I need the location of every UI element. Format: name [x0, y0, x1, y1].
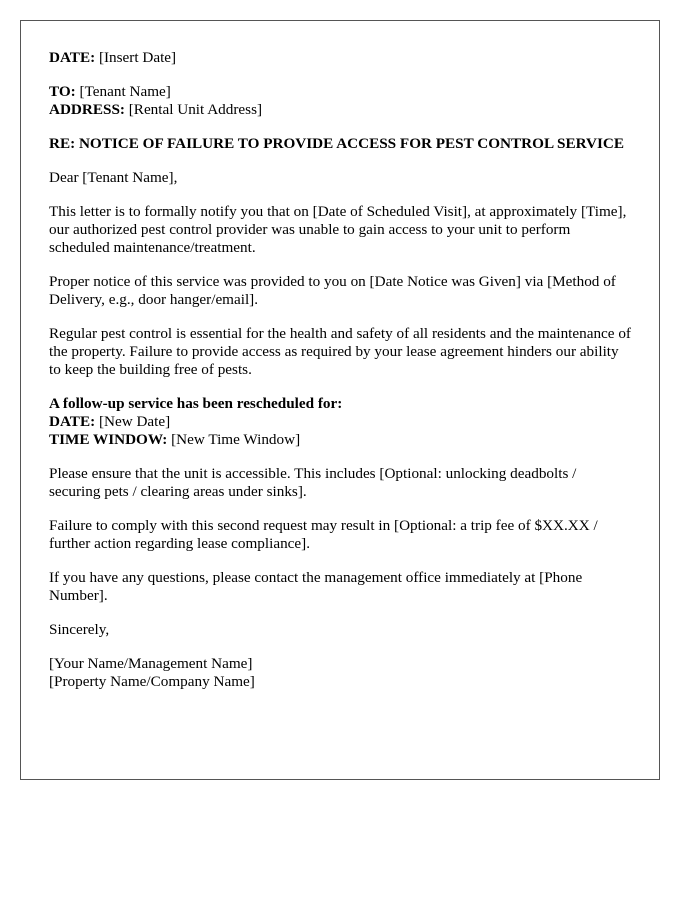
- paragraph-consequences: Failure to comply with this second request may result in [Optional: a trip fee of $XX.XX / further action regarding lease compliance].: [49, 517, 598, 552]
- followup-block: [49, 395, 631, 449]
- address-label: ADDRESS:: [49, 101, 125, 118]
- signature-company: [Property Name/Company Name]: [49, 673, 255, 690]
- signature-name: [Your Name/Management Name]: [49, 655, 253, 672]
- date-value: [Insert Date]: [95, 49, 177, 66]
- followup-window-label: TIME WINDOW:: [49, 431, 168, 448]
- recipient-block: [49, 83, 631, 119]
- closing: Sincerely,: [49, 621, 110, 638]
- to-value: [Tenant Name]: [75, 83, 171, 100]
- to-label: TO:: [49, 83, 76, 100]
- followup-window-value: [New Time Window]: [167, 431, 301, 448]
- paragraph-access-instructions: Please ensure that the unit is accessible. This includes [Optional: unlocking deadbolts / securing pets / clearing areas under sinks].: [49, 465, 577, 500]
- followup-heading: A follow-up service has been rescheduled for:: [49, 395, 343, 412]
- salutation: Dear [Tenant Name],: [49, 169, 178, 186]
- to-line: [49, 83, 631, 101]
- followup-date-label: DATE:: [49, 413, 96, 430]
- followup-date-value: [New Date]: [95, 413, 171, 430]
- date-line: [49, 49, 631, 67]
- address-line: [49, 101, 631, 119]
- date-label: DATE:: [49, 49, 96, 66]
- paragraph-prior-notice: Proper notice of this service was provided to you on [Date Notice was Given] via [Method of Delivery, e.g., door hanger/email].: [49, 273, 616, 308]
- paragraph-notification: This letter is to formally notify you that on [Date of Scheduled Visit], at approximately [Time], our authorized pest control provider was unable to gain access to your unit to perform scheduled maintenance/treatment.: [49, 203, 627, 256]
- followup-date-line: [49, 413, 631, 431]
- signature-block: [49, 655, 631, 691]
- subject-line: RE: NOTICE OF FAILURE TO PROVIDE ACCESS FOR PEST CONTROL SERVICE: [49, 135, 625, 152]
- paragraph-contact: If you have any questions, please contact the management office immediately at [Phone Number].: [49, 569, 583, 604]
- address-value: [Rental Unit Address]: [124, 101, 263, 118]
- followup-window-line: [49, 431, 631, 449]
- letter-page: [20, 20, 660, 780]
- paragraph-importance: Regular pest control is essential for the health and safety of all residents and the maintenance of the property. Failure to provide access as required by your lease agreement hinders our ability to keep the building free of pests.: [49, 325, 631, 378]
